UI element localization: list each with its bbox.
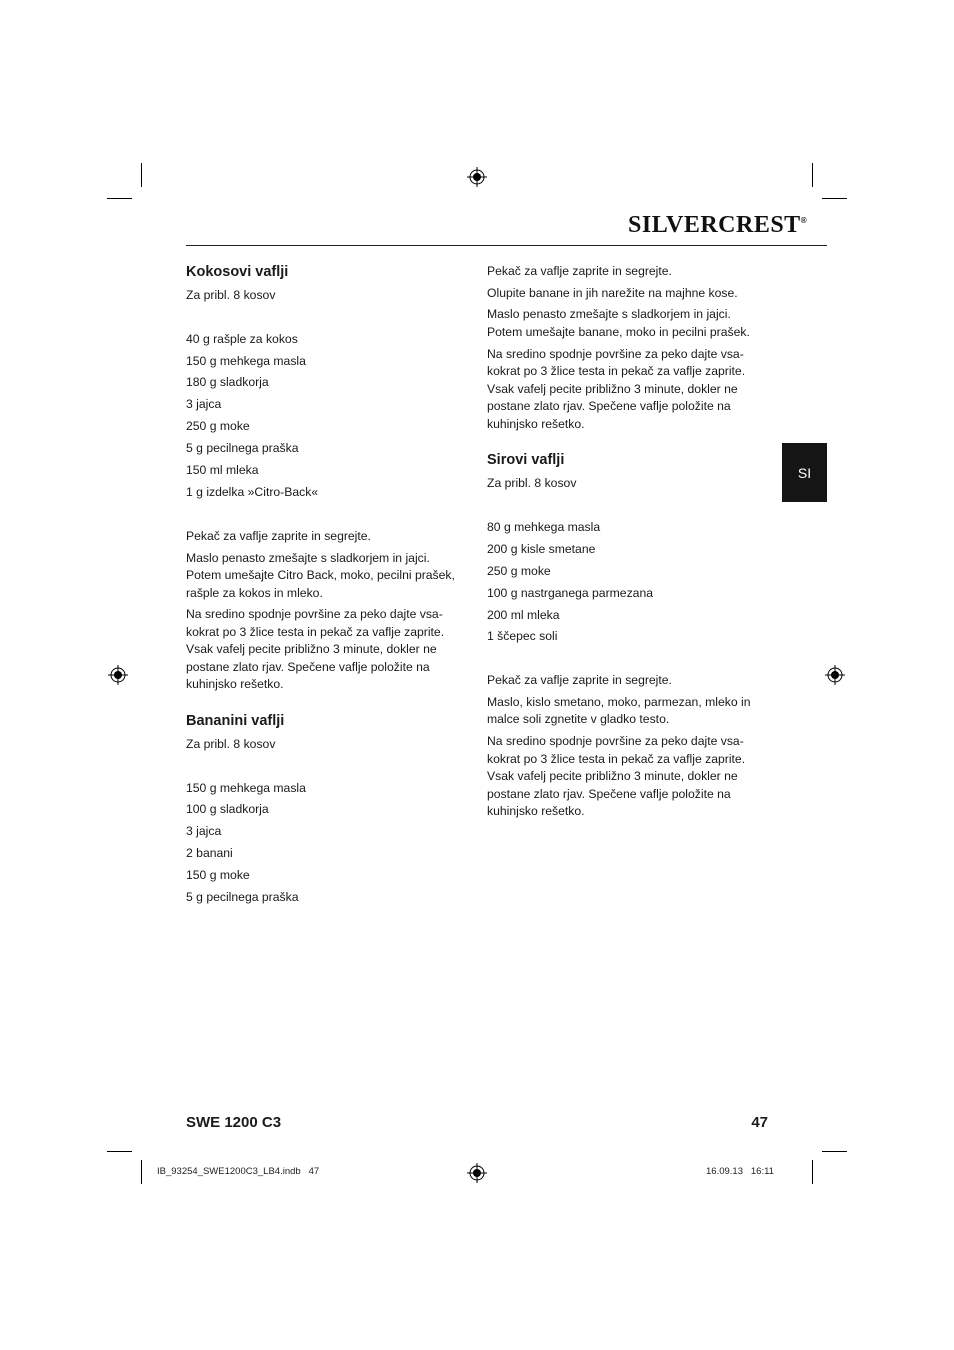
instruction-step: Olupite banane in jih narežite na majhne kose.: [487, 285, 738, 300]
left-column: [186, 263, 461, 911]
crop-mark: [107, 1151, 132, 1152]
language-tab-label: SI: [797, 464, 812, 481]
spacer: [487, 497, 762, 519]
ingredient-item: 5 g pecilnega praška: [186, 890, 299, 905]
instruction-step: Maslo penasto zmešajte s sladkorjem in jajci. Potem umešajte Citro Back, moko, pecilni prašek, rašple za kokos in mleko.: [186, 550, 455, 600]
ingredient-item: 2 banani: [186, 846, 233, 861]
ingredient-item: 150 g mehkega masla: [186, 353, 306, 368]
ingredient-item: 3 jajca: [186, 397, 222, 412]
ingredient-item: 100 g nastrganega parmezana: [487, 585, 654, 600]
crop-mark: [812, 1160, 813, 1184]
ingredient-item: 250 g moke: [487, 563, 551, 578]
ingredient-list: [186, 780, 461, 907]
instruction-step: Pekač za vaflje zaprite in segrejte.: [186, 528, 371, 543]
ingredient-item: 180 g sladkorja: [186, 375, 269, 390]
recipe-yield: Za pribl. 8 kosov: [186, 288, 276, 302]
crop-mark: [812, 163, 813, 187]
instruction-step: Pekač za vaflje zaprite in segrejte.: [487, 673, 672, 688]
instruction-step: Na sredino spodnje površine za peko dajte vsa- kokrat po 3 žlice testa in pekač za vaflje zaprite. Vsak vafelj pecite približno 3 minute, dokler ne postane zlato rjav. Spečene vaflje položite na kuhinjsko rešetko.: [487, 734, 746, 819]
recipe-yield: Za pribl. 8 kosov: [186, 736, 276, 751]
registration-mark-icon: [825, 665, 845, 685]
print-slug-file: IB_93254_SWE1200C3_LB4.indb 47: [157, 1166, 320, 1177]
registration-mark-icon: [467, 167, 487, 187]
crop-mark: [141, 1160, 142, 1184]
instruction-step: Na sredino spodnje površine za peko dajte vsa- kokrat po 3 žlice testa in pekač za vaflje zaprite. Vsak vafelj pecite približno 3 minute, dokler ne postane zlato rjav. Spečene vaflje položite na kuhinjsko rešetko.: [186, 607, 445, 692]
ingredient-item: 1 g izdelka »Citro-Back«: [186, 484, 319, 499]
ingredient-item: 40 g rašple za kokos: [186, 331, 298, 346]
crop-mark: [141, 163, 142, 187]
model-number: SWE 1200 C3: [186, 1114, 282, 1131]
ingredient-item: 1 ščepec soli: [487, 629, 558, 644]
brand-logo-text: SILVERCREST: [628, 212, 801, 238]
right-column: [487, 263, 762, 825]
ingredient-list: [186, 331, 461, 502]
brand-logo: [628, 212, 808, 240]
recipe-title: Bananini vaflji: [186, 712, 285, 729]
ingredient-item: 3 jajca: [186, 824, 222, 839]
instruction-step: Na sredino spodnje površine za peko dajte vsa- kokrat po 3 žlice testa in pekač za vaflje zaprite. Vsak vafelj pecite približno 3 minute, dokler ne postane zlato rjav. Spečene vaflje položite na kuhinjsko rešetko.: [487, 346, 746, 431]
ingredient-item: 200 ml mleka: [487, 607, 560, 622]
header-rule: [186, 245, 827, 246]
recipe-title: Kokosovi vaflji: [186, 264, 289, 280]
spacer: [186, 506, 461, 528]
ingredient-list: [487, 519, 762, 646]
ingredient-item: 200 g kisle smetane: [487, 541, 596, 556]
recipe-yield: Za pribl. 8 kosov: [487, 476, 577, 491]
ingredient-item: 150 ml mleka: [186, 463, 259, 478]
spacer: [186, 758, 461, 780]
registration-mark-icon: [108, 665, 128, 685]
ingredient-item: 5 g pecilnega praška: [186, 441, 299, 456]
ingredient-item: 250 g moke: [186, 419, 250, 434]
instruction-step: Maslo penasto zmešajte s sladkorjem in jajci. Potem umešajte banane, moko in pecilni prašek.: [487, 307, 750, 339]
page-number: 47: [751, 1114, 768, 1131]
language-tab: [782, 443, 827, 502]
instruction-step: Pekač za vaflje zaprite in segrejte.: [487, 264, 672, 278]
crop-mark: [107, 198, 132, 199]
instruction-step: Maslo, kislo smetano, moko, parmezan, mleko in malce soli zgnetite v gladko testo.: [487, 694, 751, 727]
ingredient-item: 150 g moke: [186, 868, 250, 883]
registration-mark-icon: [467, 1163, 487, 1183]
spacer: [186, 698, 461, 712]
crop-mark: [822, 1151, 847, 1152]
trademark-symbol: ®: [800, 216, 808, 225]
spacer: [186, 309, 461, 331]
ingredient-item: 100 g sladkorja: [186, 802, 269, 817]
spacer: [487, 650, 762, 672]
print-slug-datetime: 16.09.13 16:11: [706, 1166, 774, 1177]
ingredient-item: 150 g mehkega masla: [186, 780, 306, 795]
recipe-title: Sirovi vaflji: [487, 452, 565, 469]
crop-mark: [822, 198, 847, 199]
ingredient-item: 80 g mehkega masla: [487, 519, 601, 534]
spacer: [487, 437, 762, 451]
